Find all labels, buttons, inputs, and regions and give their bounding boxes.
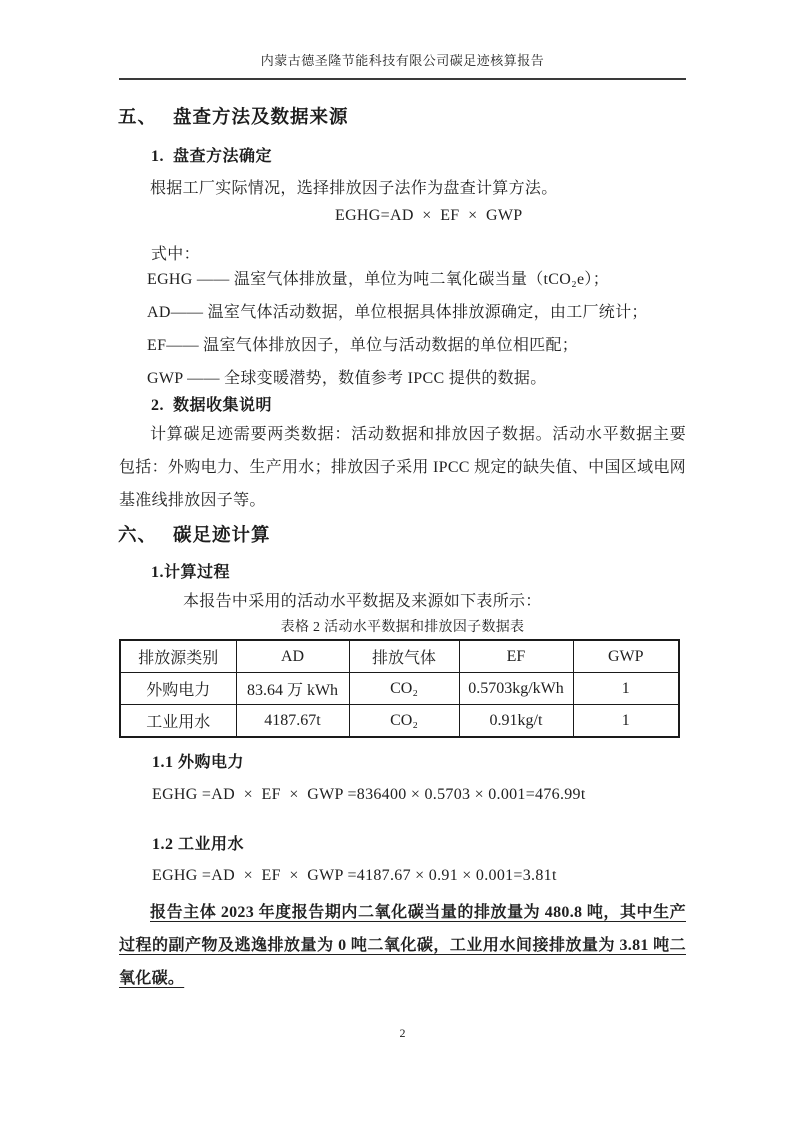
- table-row: [120, 673, 679, 705]
- cell-ef: 0.5703kg/kWh: [459, 673, 573, 705]
- subsection-water-heading: 1.2 工业用水: [152, 836, 245, 853]
- formula-intro: 式中：: [151, 246, 200, 263]
- table-caption: 表格 2 活动水平数据和排放因子数据表: [280, 620, 525, 635]
- table-header-row: [120, 640, 679, 673]
- col-header-gas: 排放气体: [349, 640, 459, 673]
- subsection-6-1-heading: 1.计算过程: [151, 564, 231, 581]
- subsection-5-1-heading: 1. 盘查方法确定: [151, 148, 273, 165]
- page-header: [119, 50, 686, 80]
- col-header-ef: EF: [459, 640, 573, 673]
- term-eghg: EGHG —— 温室气体排放量，单位为吨二氧化碳当量（tCO₂e）；: [147, 271, 609, 288]
- cell-ef: 0.91kg/t: [459, 705, 573, 738]
- activity-data-table: [119, 639, 680, 738]
- section-5-heading: [118, 103, 349, 129]
- cell-gwp: 1: [573, 705, 679, 738]
- term-gwp: GWP —— 全球变暖潜势，数值参考 IPCC 提供的数据。: [147, 370, 547, 387]
- col-header-ad: AD: [236, 640, 349, 673]
- table-row: [120, 705, 679, 738]
- cell-ad: 4187.67t: [236, 705, 349, 738]
- paragraph-table-intro: 本报告中采用的活动水平数据及来源如下表所示：: [183, 593, 542, 610]
- term-ad: AD—— 温室气体活动数据，单位根据具体排放源确定，由工厂统计；: [147, 304, 648, 321]
- col-header-source: 排放源类别: [120, 640, 236, 673]
- calc-electricity: EGHG =AD × EF × GWP =836400 × 0.5703 × 0.001=476.99t: [152, 786, 586, 803]
- subsection-5-2-heading: 2. 数据收集说明: [151, 397, 273, 414]
- cell-source: 外购电力: [120, 673, 236, 705]
- subsection-electricity-heading: 1.1 外购电力: [152, 754, 245, 771]
- cell-source: 工业用水: [120, 705, 236, 738]
- col-header-gwp: GWP: [573, 640, 679, 673]
- section-6-number: 六、: [118, 526, 158, 546]
- cell-ad: 83.64 万 kWh: [236, 673, 349, 705]
- cell-gas: CO₂: [349, 705, 459, 738]
- formula-terms: [147, 263, 648, 395]
- page-number: 2: [399, 1026, 406, 1040]
- formula-eghg: EGHG=AD × EF × GWP: [335, 207, 523, 224]
- section-5-number: 五、: [118, 108, 158, 128]
- section-6-title: 碳足迹计算: [173, 526, 271, 546]
- cell-gas: CO₂: [349, 673, 459, 705]
- section-5-title: 盘查方法及数据来源: [173, 108, 349, 128]
- cell-gwp: 1: [573, 673, 679, 705]
- term-ef: EF—— 温室气体排放因子，单位与活动数据的单位相匹配；: [147, 337, 579, 354]
- paragraph-method: 根据工厂实际情况，选择排放因子法作为盘查计算方法。: [150, 180, 558, 197]
- calc-water: EGHG =AD × EF × GWP =4187.67 × 0.91 × 0.001=3.81t: [152, 867, 557, 884]
- section-6-heading: [118, 521, 271, 547]
- conclusion-paragraph: 报告主体 2023 年度报告期内二氧化碳当量的排放量为 480.8 吨，其中生产过程的副产物及逃逸排放量为 0 吨二氧化碳，工业用水间接排放量为 3.81 吨二氧化碳。: [119, 904, 686, 987]
- paragraph-data-collection: 计算碳足迹需要两类数据：活动数据和排放因子数据。活动水平数据主要包括：外购电力、生产用水；排放因子采用 IPCC 规定的缺失值、中国区域电网基准线排放因子等。: [119, 426, 686, 509]
- header-title: 内蒙古德圣隆节能科技有限公司碳足迹核算报告: [260, 53, 545, 68]
